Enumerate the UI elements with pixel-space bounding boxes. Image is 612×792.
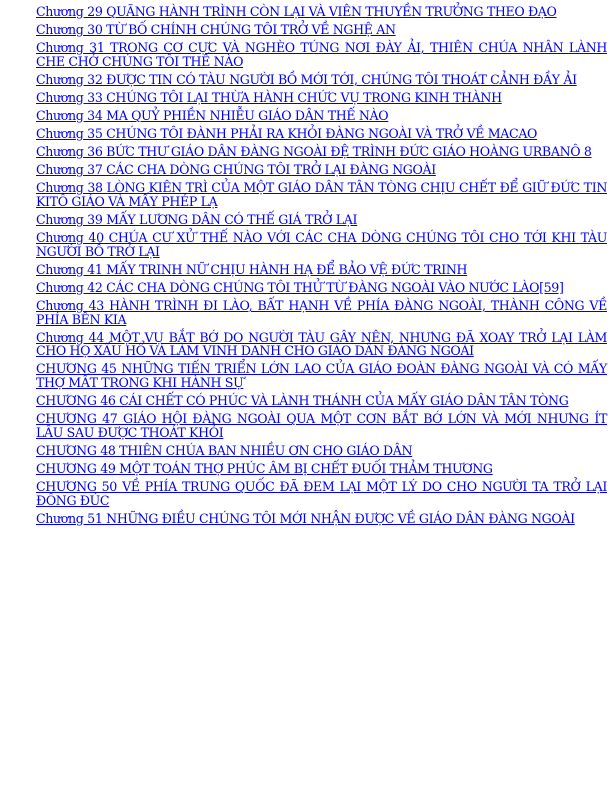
toc-item-chuong-49 [36, 462, 607, 476]
toc-item-chuong-31 [36, 41, 607, 68]
toc-item-chuong-32 [36, 73, 607, 87]
toc-link[interactable]: Chương 42 CÁC CHA DÒNG CHÚNG TÔI THỬ TỪ ĐÀNG NGOÀI VÀO NƯỚC LÀO[59] [36, 280, 564, 295]
toc-item-chuong-40 [36, 231, 607, 258]
toc-link[interactable]: CHƯƠNG 45 NHỮNG TIẾN TRIỂN LỚN LAO CỦA GIÁO ĐOÀN ĐÀNG NGOÀI VÀ CÓ MẤY THỢ MẤT TRONG KHI HÀNH SỰ [36, 361, 607, 391]
toc-link[interactable]: Chương 33 CHÚNG TÔI LẠI THỪA HÀNH CHỨC VỤ TRONG KINH THÀNH [36, 89, 502, 105]
toc-link[interactable]: Chương 30 TỪ BỐ CHÍNH CHÚNG TÔI TRỞ VỀ NGHỆ AN [36, 22, 396, 38]
toc-item-chuong-47 [36, 412, 607, 439]
toc-link[interactable]: CHƯƠNG 46 CÁI CHẾT CÓ PHÚC VÀ LÀNH THÁNH CỦA MẤY GIÁO DÂN TÂN TÒNG [36, 393, 569, 409]
toc-link[interactable]: Chương 51 NHỮNG ĐIỀU CHÚNG TÔI MỚI NHẬN ĐƯỢC VỀ GIÁO DÂN ĐÀNG NGOÀI [36, 510, 575, 526]
toc-item-chuong-45 [36, 362, 607, 389]
toc-link[interactable]: Chương 41 MẤY TRINH NỮ CHỊU HÀNH HẠ ĐỂ BẢO VỆ ĐỨC TRINH [36, 261, 468, 277]
toc-item-chuong-36 [36, 145, 607, 159]
toc-item-chuong-33 [36, 91, 607, 105]
toc-link[interactable]: Chương 44 MỘT VỤ BẮT BỚ DO NGƯỜI TÀU GÂY NÊN, NHƯNG ĐÃ XOAY TRỞ LẠI LÀM CHO HỌ XẤU HỔ VÀ LÀM VINH DANH CHO GIÁO DÂN ĐÀNG NGOÀI [36, 329, 607, 359]
toc-link[interactable]: CHƯƠNG 48 THIÊN CHÚA BAN NHIỀU ƠN CHO GIÁO DÂN [36, 442, 413, 458]
toc-link[interactable]: Chương 32 ĐƯỢC TIN CÓ TÀU NGƯỜI BỒ MỚI TỚI, CHÚNG TÔI THOÁT CẢNH ĐẦY ẢI [36, 71, 577, 87]
toc-item-chuong-43 [36, 299, 607, 326]
toc-item-chuong-35 [36, 127, 607, 141]
toc-link[interactable]: Chương 31 TRONG CƠ CỰC VÀ NGHÈO TÚNG NƠI ĐÀY ẢI, THIÊN CHÚA NHÂN LÀNH CHE CHỞ CHÚNG TÔI THẾ NÀO [36, 40, 607, 69]
toc-item-chuong-37 [36, 163, 607, 177]
toc-item-chuong-38 [36, 181, 607, 208]
toc-link[interactable]: CHƯƠNG 47 GIÁO HỘI ĐÀNG NGOÀI QUA MỘT CƠN BẮT BỚ LỚN VÀ MỚI NHƯNG ÍT LÂU SAU ĐƯỢC THOÁT KHỎI [36, 411, 607, 440]
toc-link[interactable]: Chương 39 MẤY LƯƠNG DÂN CÓ THẾ GIÁ TRỞ LẠI [36, 212, 358, 228]
toc-link[interactable]: Chương 35 CHÚNG TÔI ĐÀNH PHẢI RA KHỎI ĐÀNG NGOÀI VÀ TRỞ VỀ MACAO [36, 126, 538, 142]
toc-link[interactable]: Chương 37 CÁC CHA DÒNG CHÚNG TÔI TRỞ LẠI ĐÀNG NGOÀI [36, 162, 436, 178]
toc-link[interactable]: Chương 40 CHÚA CƯ XỬ THẾ NÀO VỚI CÁC CHA DÒNG CHÚNG TÔI CHO TỚI KHI TÀU NGƯỜI BỒ TRỞ LẠI [36, 230, 607, 259]
toc-link[interactable]: CHƯƠNG 50 VỀ PHÍA TRUNG QUỐC ĐÃ ĐEM LẠI MỘT LÝ DO CHO NGƯỜI TA TRỞ LẠI ĐÔNG ĐÚC [36, 479, 607, 508]
toc-link[interactable]: Chương 34 MA QUỶ PHIỀN NHIỄU GIÁO DÂN THẾ NÀO [36, 108, 389, 124]
toc-link[interactable]: CHƯƠNG 49 MỘT TOÁN THỢ PHÚC ÂM BỊ CHẾT ĐUỐI THẢM THƯƠNG [36, 461, 493, 477]
toc-item-chuong-48 [36, 444, 607, 458]
toc-item-chuong-30 [36, 23, 607, 37]
table-of-contents [36, 5, 607, 530]
toc-link[interactable]: Chương 43 HÀNH TRÌNH ĐI LÀO, BẤT HẠNH VỀ PHÍA ĐÀNG NGOÀI, THÀNH CÔNG VỀ PHÍA BÊN KIA [36, 298, 607, 327]
toc-item-chuong-29 [36, 5, 607, 19]
toc-item-chuong-44 [36, 331, 607, 358]
toc-item-chuong-41 [36, 263, 607, 277]
toc-item-chuong-42 [36, 281, 607, 295]
toc-link[interactable]: Chương 38 LÒNG KIÊN TRÌ CỦA MỘT GIÁO DÂN TÂN TÒNG CHỊU CHẾT ĐỂ GIỮ ĐỨC TIN KITÔ GIÁO VÀ MẤY PHÉP LẠ [36, 180, 607, 210]
toc-link[interactable]: Chương 36 BỨC THƯ GIÁO DÂN ĐÀNG NGOÀI ĐỆ TRÌNH ĐỨC GIÁO HOÀNG URBANÔ 8 [36, 144, 592, 160]
toc-item-chuong-51 [36, 512, 607, 526]
toc-item-chuong-34 [36, 109, 607, 123]
toc-link[interactable]: Chương 29 QUÃNG HÀNH TRÌNH CÒN LẠI VÀ VIÊN THUYỀN TRƯỞNG THEO ĐẠO [36, 4, 557, 19]
toc-item-chuong-46 [36, 394, 607, 408]
toc-item-chuong-39 [36, 213, 607, 227]
toc-item-chuong-50 [36, 480, 607, 507]
